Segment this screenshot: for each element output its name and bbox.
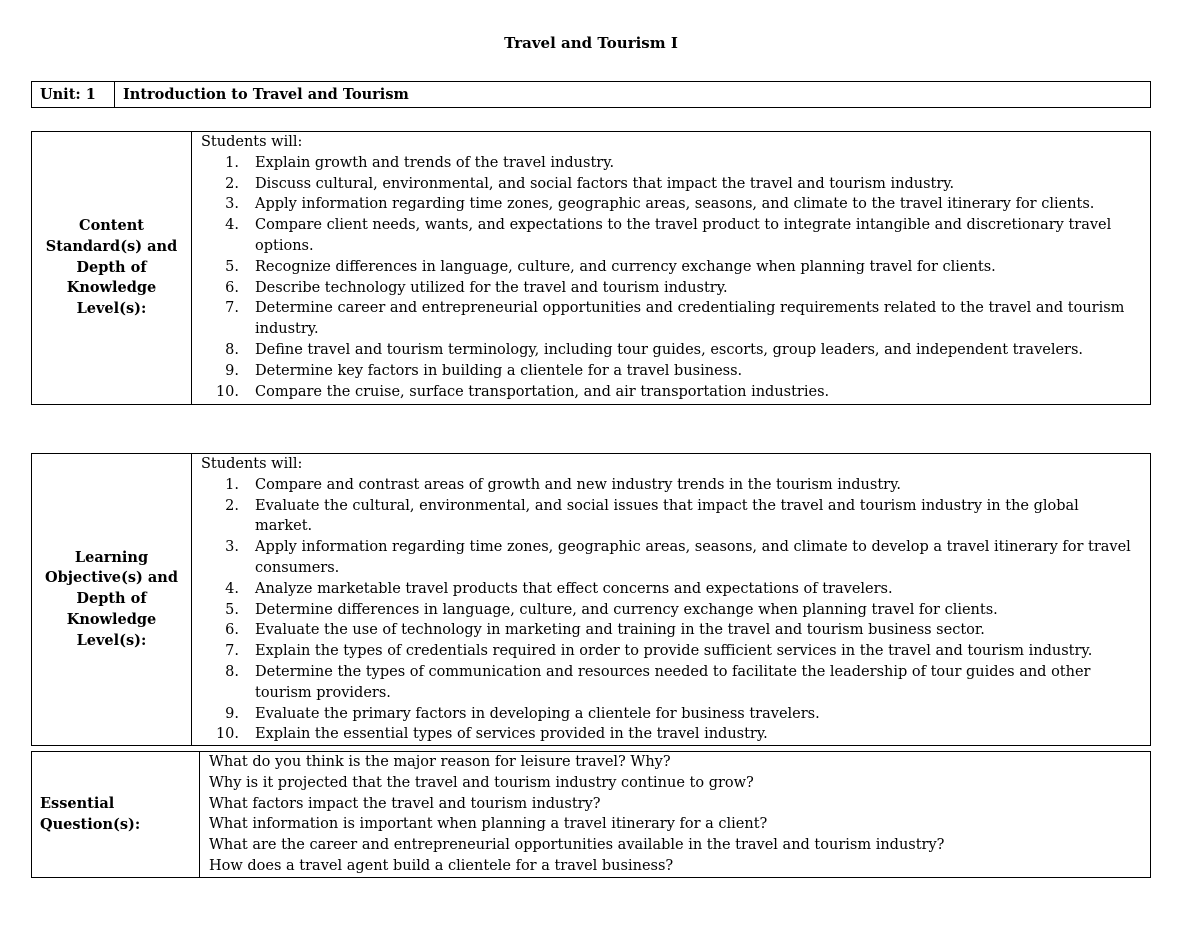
- question-item: What are the career and entrepreneurial opportunities available in the travel and tourism industry?: [209, 837, 945, 854]
- label-line: Level(s):: [76, 300, 147, 318]
- unit-header-table: [31, 81, 1151, 108]
- list-item: 7. Explain the types of credentials required in order to provide sufficient services in the travel and tourism industry.: [225, 643, 1093, 660]
- list-item: 5. Determine differences in language, culture, and currency exchange when planning travel for clients.: [225, 601, 998, 618]
- list-item: 6. Describe technology utilized for the travel and tourism industry.: [225, 279, 728, 296]
- list-item: 3. Apply information regarding time zones, geographic areas, seasons, and climate to the travel itinerary for clients.: [225, 196, 1095, 213]
- label-line: Content: [79, 217, 144, 234]
- question-item: Why is it projected that the travel and tourism industry continue to grow?: [209, 774, 754, 791]
- label-line: Knowledge: [66, 279, 157, 297]
- list-item: 10. Compare the cruise, surface transportation, and air transportation industries.: [215, 383, 830, 400]
- content-standards-list: [201, 153, 1136, 403]
- learning-objectives-list: [201, 475, 1136, 745]
- label-line: Essential: [40, 794, 115, 812]
- label-line: Learning: [74, 548, 149, 566]
- label-line: Level(s):: [76, 631, 147, 649]
- label-line: Knowledge: [66, 610, 157, 628]
- question-item: How does a travel agent build a clientele for a travel business?: [209, 857, 674, 874]
- label-line: Depth of: [76, 590, 147, 608]
- essential-questions-body: [200, 752, 1151, 878]
- label-line: Question(s):: [40, 815, 141, 833]
- list-item: 1. Compare and contrast areas of growth and new industry trends in the tourism industry.: [225, 476, 901, 493]
- learning-objectives-body: [192, 454, 1151, 746]
- list-item: 6. Evaluate the use of technology in marketing and training in the travel and tourism business sector.: [225, 622, 985, 639]
- list-item: 2. Evaluate the cultural, environmental, and social issues that impact the travel and tourism industry in the global market.: [225, 497, 1079, 535]
- essential-questions-label: [32, 752, 200, 878]
- list-item: 9. Determine key factors in building a clientele for a travel business.: [225, 362, 743, 379]
- question-item: What factors impact the travel and tourism industry?: [209, 795, 601, 812]
- essential-questions-table: [31, 751, 1151, 878]
- content-standards-label: [32, 132, 192, 405]
- list-item: 3. Apply information regarding time zones, geographic areas, seasons, and climate to develop a travel itinerary for travel consumers.: [225, 539, 1131, 576]
- document-title: Travel and Tourism I: [504, 34, 678, 52]
- unit-name: Introduction to Travel and Tourism: [115, 82, 1151, 108]
- list-item: 9. Evaluate the primary factors in developing a clientele for business travelers.: [225, 705, 820, 722]
- content-standards-table: [31, 131, 1151, 405]
- learning-objectives-table: [31, 453, 1151, 746]
- list-item: 8. Determine the types of communication and resources needed to facilitate the leadership of tour guides and other tourism providers.: [225, 663, 1091, 701]
- students-will-lead: Students will:: [201, 134, 303, 150]
- list-item: 4. Analyze marketable travel products that effect concerns and expectations of travelers.: [225, 580, 893, 597]
- label-line: Standard(s) and: [45, 237, 178, 255]
- list-item: 5. Recognize differences in language, culture, and currency exchange when planning travel for clients.: [225, 258, 996, 275]
- list-item: 4. Compare client needs, wants, and expectations to the travel product to integrate intangible and discretionary travel options.: [225, 217, 1112, 254]
- list-item: 8. Define travel and tourism terminology, including tour guides, escorts, group leaders, and independent travelers.: [225, 341, 1084, 358]
- question-item: What information is important when planning a travel itinerary for a client?: [209, 816, 768, 833]
- unit-number: Unit: 1: [32, 82, 115, 108]
- list-item: 1. Explain growth and trends of the travel industry.: [225, 154, 615, 171]
- list-item: 7. Determine career and entrepreneurial opportunities and credentialing requirements related to the travel and tourism industry.: [225, 300, 1125, 338]
- list-item: 2. Discuss cultural, environmental, and social factors that impact the travel and tourism industry.: [225, 175, 955, 192]
- list-item: 10. Explain the essential types of services provided in the travel industry.: [215, 726, 768, 743]
- students-will-lead: Students will:: [201, 456, 303, 472]
- question-item: What do you think is the major reason for leisure travel? Why?: [209, 754, 671, 770]
- content-standards-body: [192, 132, 1151, 405]
- label-line: Objective(s) and: [45, 569, 178, 587]
- label-line: Depth of: [76, 258, 147, 276]
- learning-objectives-label: [32, 454, 192, 746]
